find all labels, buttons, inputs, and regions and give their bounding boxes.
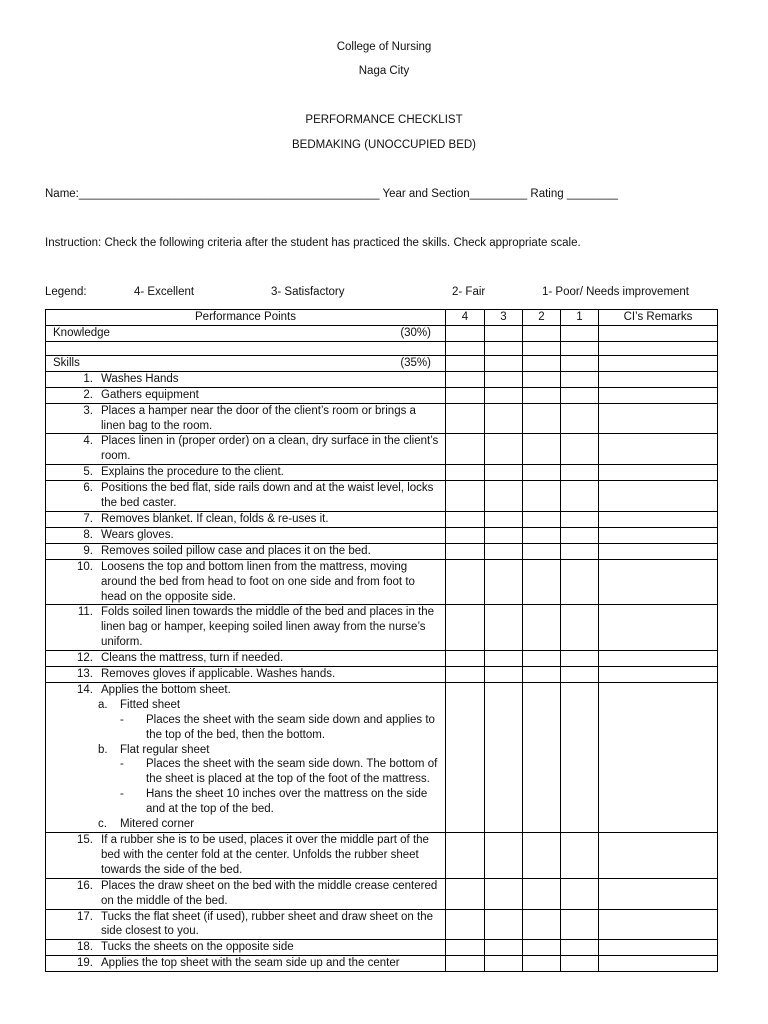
instruction-text: Check the following criteria after the student has practiced the skills. Check appropriate scale. xyxy=(101,237,581,249)
legend-satisfactory: 3- Satisfactory xyxy=(271,286,345,298)
item-number: 1. xyxy=(83,372,93,385)
item-number: 11. xyxy=(77,606,93,619)
remarks-cell[interactable] xyxy=(599,387,718,403)
remarks-cell[interactable] xyxy=(599,511,718,527)
sub-item-text: Fitted sheet xyxy=(120,698,181,711)
remarks-cell[interactable] xyxy=(599,956,718,972)
item-number: 14. xyxy=(77,683,93,696)
item-text: Places linen in (proper order) on a clean, dry surface in the client’s room. xyxy=(101,435,439,463)
checklist-item-row xyxy=(46,682,718,832)
score-cell[interactable] xyxy=(485,559,523,605)
score-cell[interactable] xyxy=(446,667,485,683)
legend-poor: 1- Poor/ Needs improvement xyxy=(542,286,690,298)
score-cell[interactable] xyxy=(485,403,523,434)
score-cell[interactable] xyxy=(446,511,485,527)
score-cell[interactable] xyxy=(523,465,561,481)
remarks-cell[interactable] xyxy=(599,527,718,543)
checklist-item-row xyxy=(46,527,718,543)
score-cell[interactable] xyxy=(485,481,523,512)
header-score-2: 2 xyxy=(523,310,561,326)
item-text: Gathers equipment xyxy=(101,388,199,401)
remarks-cell[interactable] xyxy=(599,465,718,481)
checklist-item-row xyxy=(46,956,718,972)
checklist-item-row xyxy=(46,878,718,909)
blank-row xyxy=(46,341,718,355)
score-cell[interactable] xyxy=(446,387,485,403)
score-cell[interactable] xyxy=(485,605,523,651)
score-cell[interactable] xyxy=(561,403,599,434)
score-cell[interactable] xyxy=(446,909,485,940)
item-text: Removes soiled pillow case and places it on the bed. xyxy=(101,544,371,557)
score-cell[interactable] xyxy=(523,605,561,651)
sub-item-label: c. xyxy=(98,818,107,831)
item-number: 7. xyxy=(83,512,93,525)
skills-row xyxy=(46,355,718,371)
item-number: 18. xyxy=(77,941,93,954)
knowledge-row xyxy=(46,326,718,342)
item-text: Explains the procedure to the client. xyxy=(101,466,284,479)
score-cell[interactable] xyxy=(523,511,561,527)
item-text: Places the draw sheet on the bed with the middle crease centered on the middle of the bed. xyxy=(101,879,438,907)
score-cell[interactable] xyxy=(446,355,485,371)
score-cell[interactable] xyxy=(561,605,599,651)
item-text: Washes Hands xyxy=(101,372,179,385)
score-cell[interactable] xyxy=(446,956,485,972)
remarks-cell[interactable] xyxy=(599,355,718,371)
score-cell[interactable] xyxy=(485,371,523,387)
remarks-cell[interactable] xyxy=(599,651,718,667)
score-cell[interactable] xyxy=(446,371,485,387)
item-number: 12. xyxy=(77,652,93,665)
score-cell[interactable] xyxy=(523,909,561,940)
remarks-cell[interactable] xyxy=(599,682,718,832)
item-number: 2. xyxy=(83,388,93,401)
score-cell[interactable] xyxy=(561,940,599,956)
remarks-cell[interactable] xyxy=(599,878,718,909)
score-cell[interactable] xyxy=(523,651,561,667)
score-cell[interactable] xyxy=(523,956,561,972)
remarks-cell[interactable] xyxy=(599,481,718,512)
item-number: 3. xyxy=(83,404,93,417)
score-cell[interactable] xyxy=(485,878,523,909)
score-cell[interactable] xyxy=(561,527,599,543)
header-performance-points: Performance Points xyxy=(46,310,446,326)
item-number: 5. xyxy=(83,466,93,479)
checklist-item-row xyxy=(46,940,718,956)
remarks-cell[interactable] xyxy=(599,341,718,355)
header-score-4: 4 xyxy=(446,310,485,326)
name-year-rating-line: Name:_______________________________________________ Year and Section_________ Rating ________ xyxy=(45,188,618,200)
remarks-cell[interactable] xyxy=(599,559,718,605)
remarks-cell[interactable] xyxy=(599,543,718,559)
score-cell[interactable] xyxy=(485,326,523,342)
item-text: Places a hamper near the door of the client’s room or brings a linen bag to the room. xyxy=(101,404,416,432)
sub-step-text: Places the sheet with the seam side down and applies to the top of the bed, then the bottom. xyxy=(146,713,435,741)
score-cell[interactable] xyxy=(561,909,599,940)
score-cell[interactable] xyxy=(561,355,599,371)
legend-fair: 2- Fair xyxy=(452,286,486,298)
score-cell[interactable] xyxy=(523,559,561,605)
item-text: Applies the top sheet with the seam side up and the center xyxy=(101,957,400,970)
checklist-table xyxy=(45,309,718,972)
sub-item-label: a. xyxy=(98,698,108,711)
score-cell[interactable] xyxy=(561,651,599,667)
score-cell[interactable] xyxy=(523,387,561,403)
item-text: Removes gloves if applicable. Washes hands. xyxy=(101,668,336,681)
score-cell[interactable] xyxy=(446,481,485,512)
score-cell[interactable] xyxy=(485,833,523,879)
score-cell[interactable] xyxy=(485,940,523,956)
remarks-cell[interactable] xyxy=(599,940,718,956)
sub-item-label: b. xyxy=(98,743,108,756)
score-cell[interactable] xyxy=(561,878,599,909)
checklist-item-row xyxy=(46,651,718,667)
score-cell[interactable] xyxy=(523,833,561,879)
score-cell[interactable] xyxy=(561,667,599,683)
score-cell[interactable] xyxy=(446,434,485,465)
score-cell[interactable] xyxy=(446,527,485,543)
score-cell[interactable] xyxy=(446,465,485,481)
score-cell[interactable] xyxy=(561,833,599,879)
checklist-item-row xyxy=(46,511,718,527)
score-cell[interactable] xyxy=(485,465,523,481)
item-number: 16. xyxy=(77,879,93,892)
score-cell[interactable] xyxy=(561,434,599,465)
score-cell[interactable] xyxy=(561,511,599,527)
page-title: PERFORMANCE CHECKLIST xyxy=(305,114,463,126)
sub-step-text: Places the sheet with the seam side down. The bottom of the sheet is placed at the top of the foot of the mattress. xyxy=(146,758,438,786)
item-number: 10. xyxy=(77,560,93,573)
score-cell[interactable] xyxy=(561,682,599,832)
legend-excellent: 4- Excellent xyxy=(134,286,195,298)
score-cell[interactable] xyxy=(485,651,523,667)
dash-bullet: - xyxy=(120,788,124,801)
score-cell[interactable] xyxy=(446,605,485,651)
checklist-item-row xyxy=(46,605,718,651)
score-cell[interactable] xyxy=(523,341,561,355)
item-text: Removes blanket. If clean, folds & re-uses it. xyxy=(101,512,329,525)
score-cell[interactable] xyxy=(446,341,485,355)
score-cell[interactable] xyxy=(561,543,599,559)
item-number: 8. xyxy=(83,528,93,541)
score-cell[interactable] xyxy=(523,940,561,956)
item-text: Positions the bed flat, side rails down and at the waist level, locks the bed caster. xyxy=(101,482,434,510)
city-name: Naga City xyxy=(358,65,410,77)
score-cell[interactable] xyxy=(446,682,485,832)
knowledge-pct: (30%) xyxy=(400,327,431,339)
skills-pct: (35%) xyxy=(400,356,431,369)
item-text: Cleans the mattress, turn if needed. xyxy=(101,652,284,665)
score-cell[interactable] xyxy=(561,481,599,512)
score-cell[interactable] xyxy=(485,956,523,972)
remarks-cell[interactable] xyxy=(599,326,718,342)
score-cell[interactable] xyxy=(485,527,523,543)
page-subtitle: BEDMAKING (UNOCCUPIED BED) xyxy=(291,139,477,151)
dash-bullet: - xyxy=(120,713,124,726)
score-cell[interactable] xyxy=(561,956,599,972)
score-cell[interactable] xyxy=(561,326,599,342)
score-cell[interactable] xyxy=(523,878,561,909)
remarks-cell[interactable] xyxy=(599,833,718,879)
item-text: Tucks the sheets on the opposite side xyxy=(101,941,294,954)
checklist-item-row xyxy=(46,543,718,559)
checklist-item-row xyxy=(46,559,718,605)
score-cell[interactable] xyxy=(523,371,561,387)
item-text: Tucks the flat sheet (if used), rubber sheet and draw sheet on the side closest to you. xyxy=(101,910,433,938)
remarks-cell[interactable] xyxy=(599,667,718,683)
sub-step-text: Hans the sheet 10 inches over the mattress on the side and at the top of the bed. xyxy=(146,788,428,816)
skills-label: Skills xyxy=(53,356,80,369)
score-cell[interactable] xyxy=(446,403,485,434)
checklist-item-row xyxy=(46,909,718,940)
item-number: 6. xyxy=(83,482,93,495)
remarks-cell[interactable] xyxy=(599,605,718,651)
score-cell[interactable] xyxy=(523,527,561,543)
score-cell[interactable] xyxy=(485,909,523,940)
score-cell[interactable] xyxy=(446,651,485,667)
checklist-item-row xyxy=(46,481,718,512)
dash-bullet: - xyxy=(120,758,124,771)
item-text: Folds soiled linen towards the middle of the bed and places in the linen bag or hamper, keeping soiled linen away from the nurse’s uniform. xyxy=(101,606,435,649)
score-cell[interactable] xyxy=(561,559,599,605)
score-cell[interactable] xyxy=(485,434,523,465)
score-cell[interactable] xyxy=(523,682,561,832)
item-number: 19. xyxy=(77,957,93,970)
checklist-item-row xyxy=(46,465,718,481)
item-text: Loosens the top and bottom linen from the mattress, moving around the bed from head to foot on one side and from foot to head on the opposite side. xyxy=(101,560,415,603)
checklist-item-row xyxy=(46,371,718,387)
checklist-item-row xyxy=(46,833,718,879)
score-cell[interactable] xyxy=(485,667,523,683)
item-number: 15. xyxy=(77,834,93,846)
score-cell[interactable] xyxy=(561,341,599,355)
institution-name: College of Nursing xyxy=(336,41,432,53)
remarks-cell[interactable] xyxy=(599,909,718,940)
score-cell[interactable] xyxy=(485,355,523,371)
score-cell[interactable] xyxy=(485,341,523,355)
item-text: Wears gloves. xyxy=(101,528,174,541)
score-cell[interactable] xyxy=(446,326,485,342)
score-cell[interactable] xyxy=(485,387,523,403)
score-cell[interactable] xyxy=(523,403,561,434)
instruction-label: Instruction: xyxy=(45,237,102,249)
score-cell[interactable] xyxy=(561,371,599,387)
knowledge-label: Knowledge xyxy=(53,327,110,339)
item-number: 4. xyxy=(83,435,93,448)
header-score-3: 3 xyxy=(485,310,523,326)
score-cell[interactable] xyxy=(561,465,599,481)
score-cell[interactable] xyxy=(523,667,561,683)
checklist-item-row xyxy=(46,403,718,434)
sub-item-text: Mitered corner xyxy=(120,818,195,831)
item-number: 9. xyxy=(83,544,93,557)
score-cell[interactable] xyxy=(523,326,561,342)
remarks-cell[interactable] xyxy=(599,371,718,387)
score-cell[interactable] xyxy=(523,481,561,512)
score-cell[interactable] xyxy=(485,543,523,559)
score-cell[interactable] xyxy=(446,543,485,559)
header-score-1: 1 xyxy=(561,310,599,326)
header-ci-remarks: CI’s Remarks xyxy=(599,310,718,326)
score-cell[interactable] xyxy=(485,511,523,527)
item-number: 13. xyxy=(77,668,93,681)
score-cell[interactable] xyxy=(446,878,485,909)
checklist-item-row xyxy=(46,387,718,403)
score-cell[interactable] xyxy=(523,543,561,559)
instruction xyxy=(45,237,581,249)
score-cell[interactable] xyxy=(523,355,561,371)
score-cell[interactable] xyxy=(523,434,561,465)
checklist-item-row xyxy=(46,434,718,465)
item-text: Applies the bottom sheet. xyxy=(101,683,231,696)
score-cell[interactable] xyxy=(446,940,485,956)
score-cell[interactable] xyxy=(485,682,523,832)
table-header-row xyxy=(46,310,718,326)
sub-item-text: Flat regular sheet xyxy=(120,743,210,756)
remarks-cell[interactable] xyxy=(599,434,718,465)
checklist-item-row xyxy=(46,667,718,683)
remarks-cell[interactable] xyxy=(599,403,718,434)
score-cell[interactable] xyxy=(446,559,485,605)
item-text: If a rubber she is to be used, places it over the middle part of the bed with the center fold at the center. Unfolds the rubber sheet towards the side of the bed. xyxy=(101,834,429,876)
score-cell[interactable] xyxy=(561,387,599,403)
score-cell[interactable] xyxy=(446,833,485,879)
legend-label: Legend: xyxy=(45,286,87,298)
item-number: 17. xyxy=(77,910,93,923)
